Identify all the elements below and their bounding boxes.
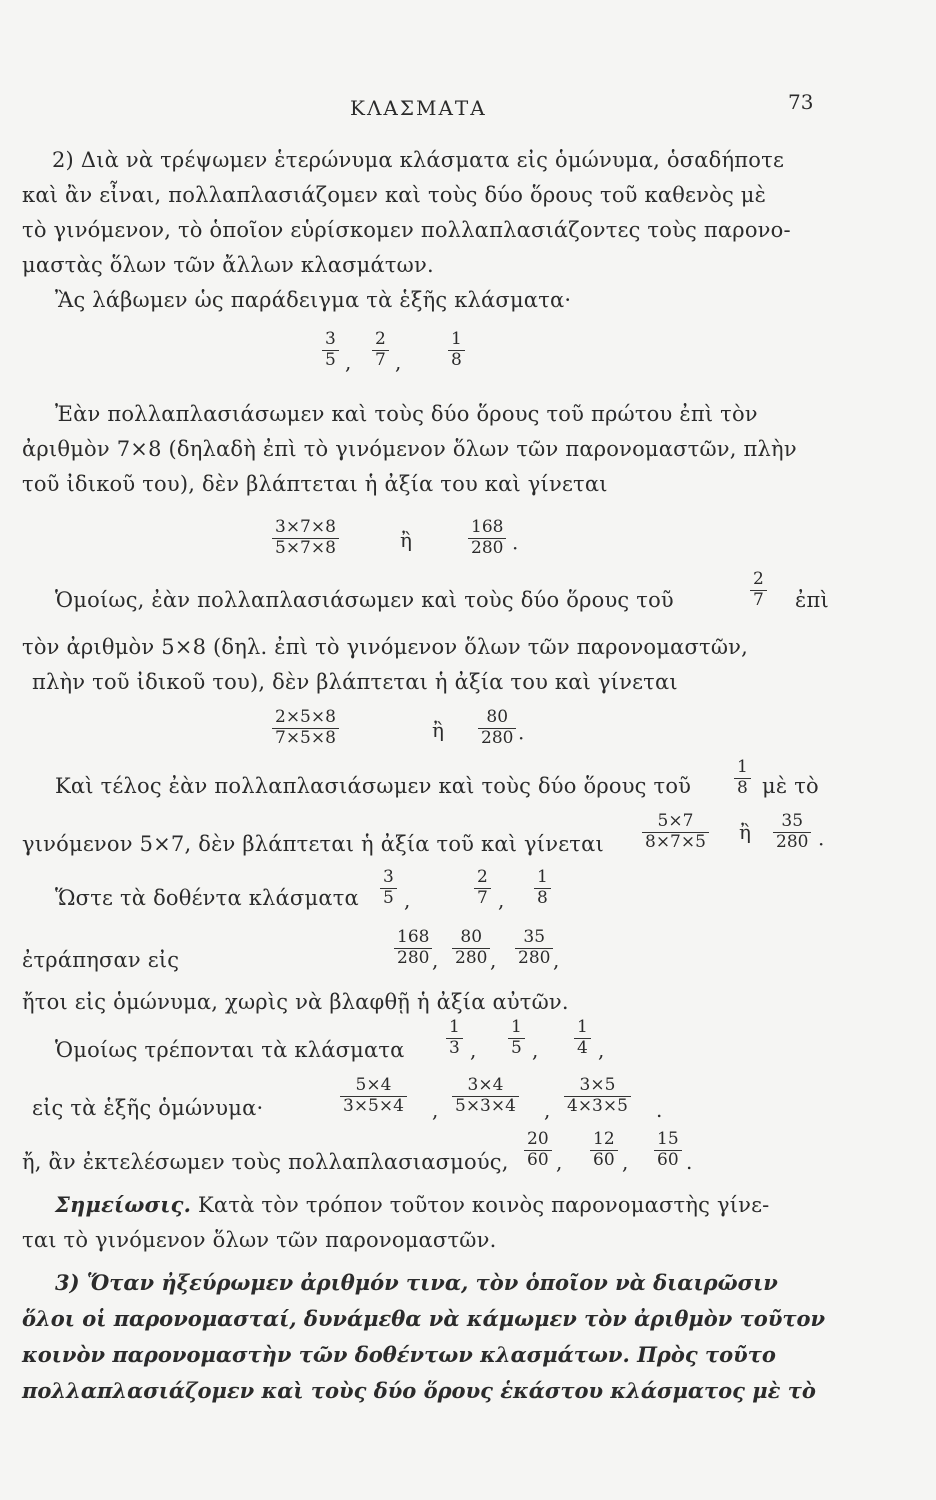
page-number: 73 bbox=[788, 90, 814, 114]
equation3-fraction: 5×7 8×7×5 bbox=[642, 812, 709, 852]
para6-line2: εἰς τὰ ἑξῆς ὁμώνυμα· bbox=[32, 1096, 264, 1120]
para1-line1: 2) Διὰ νὰ τρέψωμεν ἑτερώνυμα κλάσματα εἰς ὁμώνυμα, ὁσαδήποτε bbox=[52, 148, 785, 172]
fraction: 5×4 3×5×4 bbox=[340, 1076, 407, 1116]
separator: . bbox=[656, 1098, 663, 1122]
para3-line2: τὸν ἀριθμὸν 5×8 (δηλ. ἐπὶ τὸ γινόμενον ὅλων τῶν παρονομαστῶν, bbox=[22, 635, 749, 659]
separator: , bbox=[432, 948, 439, 972]
para2-line2: ἀριθμὸν 7×8 (δηλαδὴ ἐπὶ τὸ γινόμενον ὅλων τῶν παρονομαστῶν, πλὴν bbox=[22, 437, 797, 461]
para4-line1-end: μὲ τὸ bbox=[762, 774, 819, 798]
separator: , bbox=[622, 1150, 629, 1174]
equation1-result: 168 280 bbox=[468, 518, 506, 558]
note-label: Σημείωσις. bbox=[55, 1192, 192, 1217]
para1-line3: τὸ γινόμενον, τὸ ὁποῖον εὑρίσκομεν πολλαπλασιάζοντες τοὺς παρονο- bbox=[22, 218, 791, 242]
separator: , bbox=[470, 1038, 477, 1062]
terminator: · bbox=[512, 536, 519, 560]
or-word: ἢ bbox=[739, 820, 751, 844]
fraction: 3×4 5×3×4 bbox=[452, 1076, 519, 1116]
para1-line4: μαστὰς ὅλων τῶν ἄλλων κλασμάτων. bbox=[22, 253, 434, 277]
para3-line1: Ὁμοίως, ἐὰν πολλαπλασιάσωμεν καὶ τοὺς δύο ὅρους τοῦ bbox=[55, 588, 674, 612]
para7-line4: πολλαπλασιάζομεν καὶ τοὺς δύο ὅρους ἑκάστου κλάσματος μὲ τὸ bbox=[22, 1378, 816, 1403]
separator: . bbox=[686, 1150, 693, 1174]
para3-line1-end: ἐπὶ bbox=[795, 588, 829, 612]
fraction: 1 4 bbox=[574, 1018, 591, 1058]
terminator: · bbox=[518, 726, 525, 750]
note-text: Κατὰ τὸν τρόπον τοῦτον κοινὸς παρονομαστὴς γίνε- bbox=[198, 1193, 770, 1217]
separator: , bbox=[490, 948, 497, 972]
note-line1 bbox=[55, 1192, 769, 1217]
fraction: 3 5 bbox=[380, 868, 397, 908]
fraction: 35 280 bbox=[515, 928, 553, 968]
para6-line3: ἤ, ἂν ἐκτελέσωμεν τοὺς πολλαπλασιασμούς, bbox=[22, 1150, 509, 1174]
separator: , bbox=[532, 1038, 539, 1062]
fraction: 80 280 bbox=[452, 928, 490, 968]
para7-line2: ὅλοι οἱ παρονομασταί, δυνάμεθα νὰ κάμωμεν τὸν ἀριθμὸν τοῦτον bbox=[22, 1306, 826, 1331]
para7-line1: 3) Ὅταν ἠξεύρωμεν ἀριθμόν τινα, τὸν ὁποῖον νὰ διαιρῶσιν bbox=[55, 1270, 778, 1295]
para2-line3: τοῦ ἰδικοῦ του), δὲν βλάπτεται ἡ ἀξία του καὶ γίνεται bbox=[22, 472, 608, 496]
fraction: 168 280 bbox=[394, 928, 432, 968]
para1-line2: καὶ ἂν εἶναι, πολλαπλασιάζομεν καὶ τοὺς δύο ὅρους τοῦ καθενὸς μὲ bbox=[22, 183, 767, 207]
fraction-1-8: 1 8 bbox=[448, 330, 465, 370]
fraction-2-7: 2 7 bbox=[372, 330, 389, 370]
equation2-result: 80 280 bbox=[478, 708, 516, 748]
para5-line3: ἤτοι εἰς ὁμώνυμα, χωρὶς νὰ βλαφθῇ ἡ ἀξία αὐτῶν. bbox=[22, 990, 569, 1014]
or-word: ἢ bbox=[432, 718, 444, 742]
separator: , bbox=[404, 888, 411, 912]
comma: , bbox=[345, 350, 352, 374]
para2-line1: Ἐὰν πολλαπλασιάσωμεν καὶ τοὺς δύο ὅρους τοῦ πρώτου ἐπὶ τὸν bbox=[55, 402, 758, 426]
para5-line2: ἐτράπησαν εἰς bbox=[22, 948, 180, 972]
running-header: ΚΛΑΣΜΑΤΑ bbox=[350, 96, 487, 120]
separator: , bbox=[553, 948, 560, 972]
fraction: 15 60 bbox=[654, 1130, 682, 1170]
fraction: 3×5 4×3×5 bbox=[564, 1076, 631, 1116]
terminator: · bbox=[818, 832, 825, 856]
fraction: 1 8 bbox=[534, 868, 551, 908]
separator: , bbox=[556, 1150, 563, 1174]
equation2-fraction: 2×5×8 7×5×8 bbox=[272, 708, 339, 748]
para5-line1: Ὥστε τὰ δοθέντα κλάσματα bbox=[55, 886, 359, 910]
para4-line2: γινόμενον 5×7, δὲν βλάπτεται ἡ ἀξία τοῦ καὶ γίνεται bbox=[22, 832, 604, 856]
para6-line1: Ὁμοίως τρέπονται τὰ κλάσματα bbox=[55, 1038, 405, 1062]
or-word: ἢ bbox=[400, 528, 412, 552]
separator: , bbox=[544, 1098, 551, 1122]
para7-line3: κοινὸν παρονομαστὴν τῶν δοθέντων κλασμάτων. Πρὸς τοῦτο bbox=[22, 1342, 776, 1367]
fraction: 1 5 bbox=[508, 1018, 525, 1058]
equation1-fraction: 3×7×8 5×7×8 bbox=[272, 518, 339, 558]
fraction: 12 60 bbox=[590, 1130, 618, 1170]
fraction-2-7-inline: 2 7 bbox=[750, 570, 767, 610]
separator: , bbox=[498, 888, 505, 912]
separator: , bbox=[598, 1038, 605, 1062]
fraction-1-8-inline: 1 8 bbox=[734, 758, 751, 798]
equation3-result: 35 280 bbox=[773, 812, 811, 852]
example-intro: Ἂς λάβωμεν ὡς παράδειγμα τὰ ἑξῆς κλάσματα· bbox=[55, 288, 572, 312]
fraction: 2 7 bbox=[474, 868, 491, 908]
fraction: 20 60 bbox=[524, 1130, 552, 1170]
note-line2: ται τὸ γινόμενον ὅλων τῶν παρονομαστῶν. bbox=[22, 1228, 497, 1252]
separator: , bbox=[432, 1098, 439, 1122]
fraction: 1 3 bbox=[446, 1018, 463, 1058]
fraction-3-5: 3 5 bbox=[322, 330, 339, 370]
para4-line1: Καὶ τέλος ἐὰν πολλαπλασιάσωμεν καὶ τοὺς δύο ὅρους τοῦ bbox=[55, 774, 692, 798]
para3-line3: πλὴν τοῦ ἰδικοῦ του), δὲν βλάπτεται ἡ ἀξία του καὶ γίνεται bbox=[32, 670, 678, 694]
comma: , bbox=[395, 350, 402, 374]
